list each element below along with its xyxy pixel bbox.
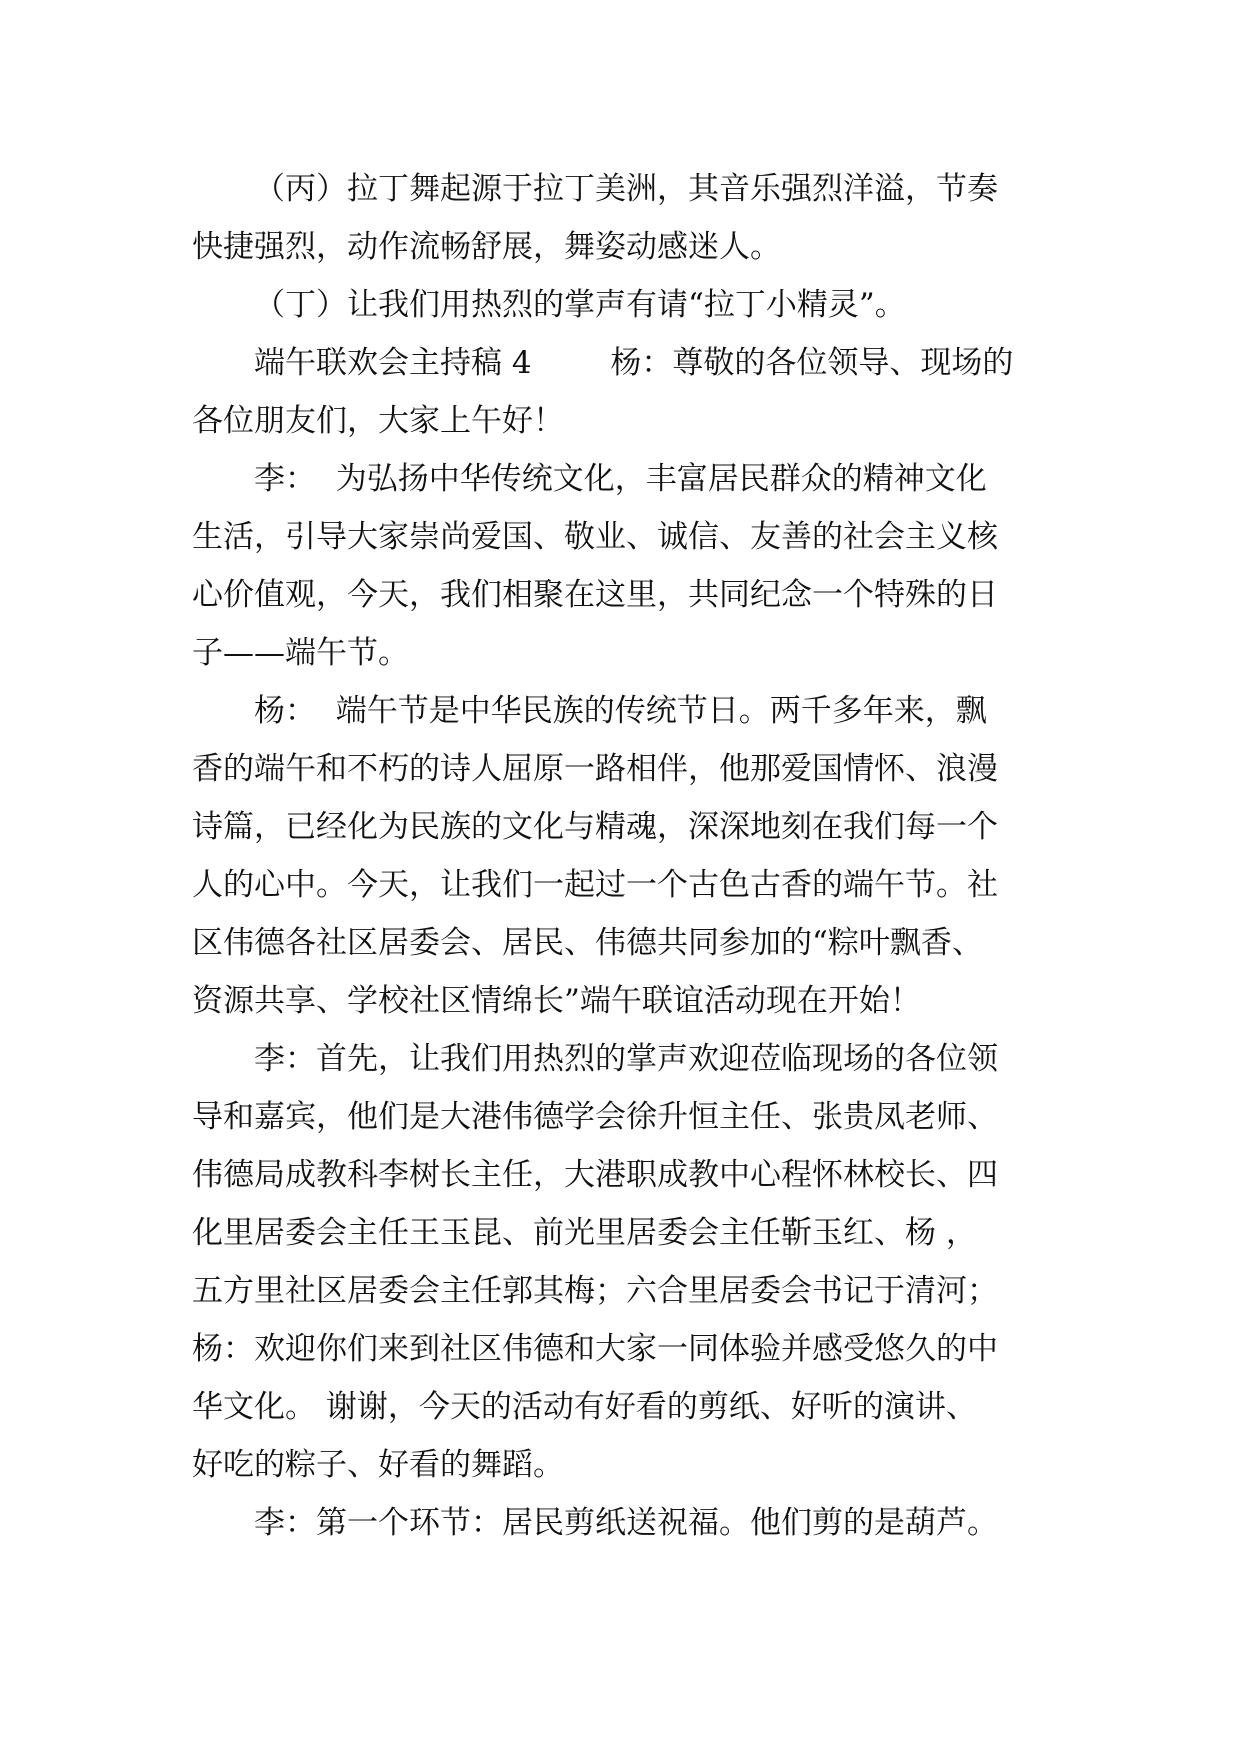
text-line: 诗篇，已经化为民族的文化与精魂，深深地刻在我们每一个 — [192, 809, 998, 845]
text-line: 各位朋友们，大家上午好！ — [192, 403, 564, 439]
text-line: 杨： 端午节是中华民族的传统节日。两千多年来，飘 — [254, 693, 987, 729]
text-line: 伟德局成教科李树长主任，大港职成教中心程怀林校长、四 — [192, 1157, 998, 1193]
text-line: 导和嘉宾，他们是大港伟德学会徐升恒主任、张贵凤老师、 — [192, 1099, 998, 1135]
text-line: 香的端午和不朽的诗人屈原一路相伴，他那爱国情怀、浪漫 — [192, 751, 998, 787]
text-line: 快捷强烈，动作流畅舒展，舞姿动感迷人。 — [192, 229, 781, 265]
text-line: 资源共享、学校社区情绵长”端午联谊活动现在开始！ — [192, 983, 921, 1019]
text-line: 区伟德各社区居委会、居民、伟德共同参加的“粽叶飘香、 — [192, 925, 983, 961]
text-line: 华文化。 谢谢，今天的活动有好看的剪纸、好听的演讲、 — [192, 1389, 977, 1425]
text-line: 好吃的粽子、好看的舞蹈。 — [192, 1447, 564, 1483]
text-line: 五方里社区居委会主任郭其梅；六合里居委会书记于清河； — [192, 1273, 998, 1309]
text-line: 李：首先，让我们用热烈的掌声欢迎莅临现场的各位领 — [254, 1041, 998, 1077]
text-line: 生活，引导大家崇尚爱国、敬业、诚信、友善的社会主义核 — [192, 519, 998, 555]
document-body — [192, 160, 1072, 1552]
text-line: （丙）拉丁舞起源于拉丁美洲，其音乐强烈洋溢，节奏 — [254, 171, 998, 207]
text-line: 心价值观，今天，我们相聚在这里，共同纪念一个特殊的日 — [192, 577, 998, 613]
text-line: 端午联欢会主持稿 4 杨：尊敬的各位领导、现场的 — [254, 345, 1014, 381]
text-line: 化里居委会主任王玉昆、前光里居委会主任靳玉红、杨 ， — [192, 1215, 977, 1251]
text-line: （丁）让我们用热烈的掌声有请“拉丁小精灵”。 — [254, 287, 906, 323]
text-line: 子——端午节。 — [192, 635, 409, 671]
text-line: 李： 为弘扬中华传统文化，丰富居民群众的精神文化 — [254, 461, 987, 497]
text-line: 李：第一个环节：居民剪纸送祝福。他们剪的是葫芦。 — [254, 1505, 998, 1541]
text-line: 人的心中。今天，让我们一起过一个古色古香的端午节。社 — [192, 867, 998, 903]
text-line: 杨：欢迎你们来到社区伟德和大家一同体验并感受悠久的中 — [192, 1331, 998, 1367]
